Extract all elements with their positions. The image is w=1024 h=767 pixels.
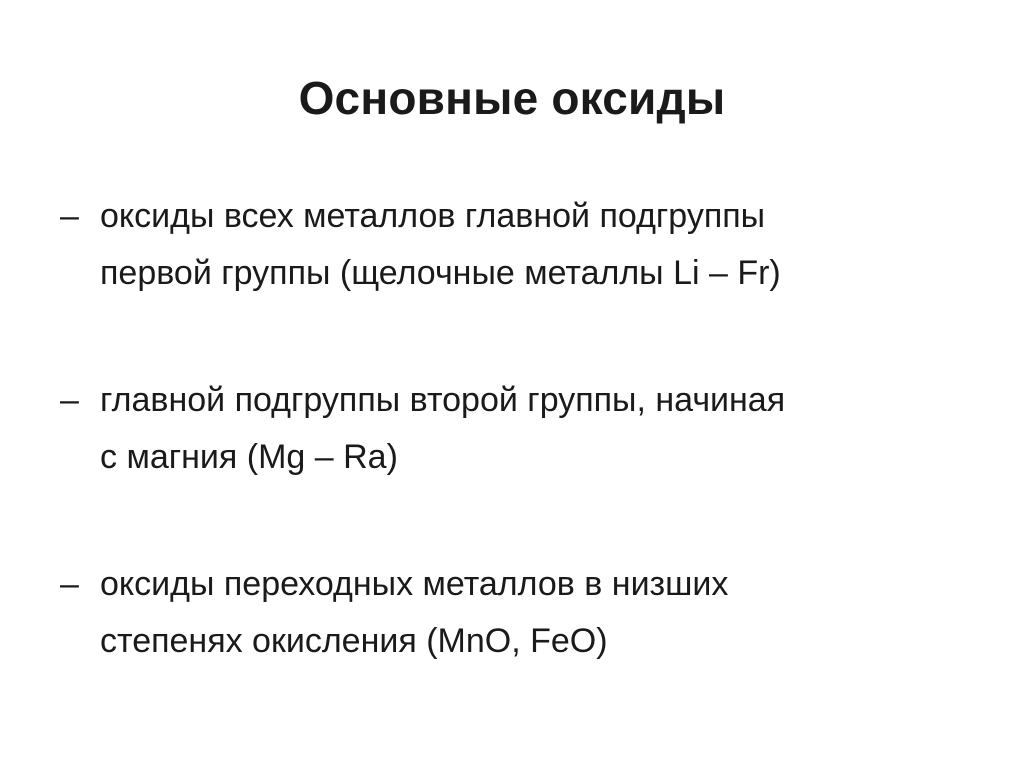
bullet-line: главной подгруппы второй группы, начиная [100,381,786,419]
bullet-line: первой группы (щелочные металлы Li – Fr) [100,254,781,292]
slide-title: Основные оксиды [298,72,726,124]
bullet-line: оксиды переходных металлов в низших [100,565,729,603]
bullet-line: оксиды всех металлов главной подгруппы [100,197,766,235]
bullet-item-3 [60,556,980,670]
bullet-line: с магния (Mg – Ra) [100,438,398,476]
bullet-line: степенях окисления (MnO, FeO) [100,622,608,660]
bullet-dash: – [60,197,79,235]
bullet-list [60,188,980,670]
bullet-dash: – [60,381,79,419]
bullet-item-1 [60,188,980,302]
bullet-dash: – [60,565,79,603]
bullet-item-2 [60,372,980,486]
